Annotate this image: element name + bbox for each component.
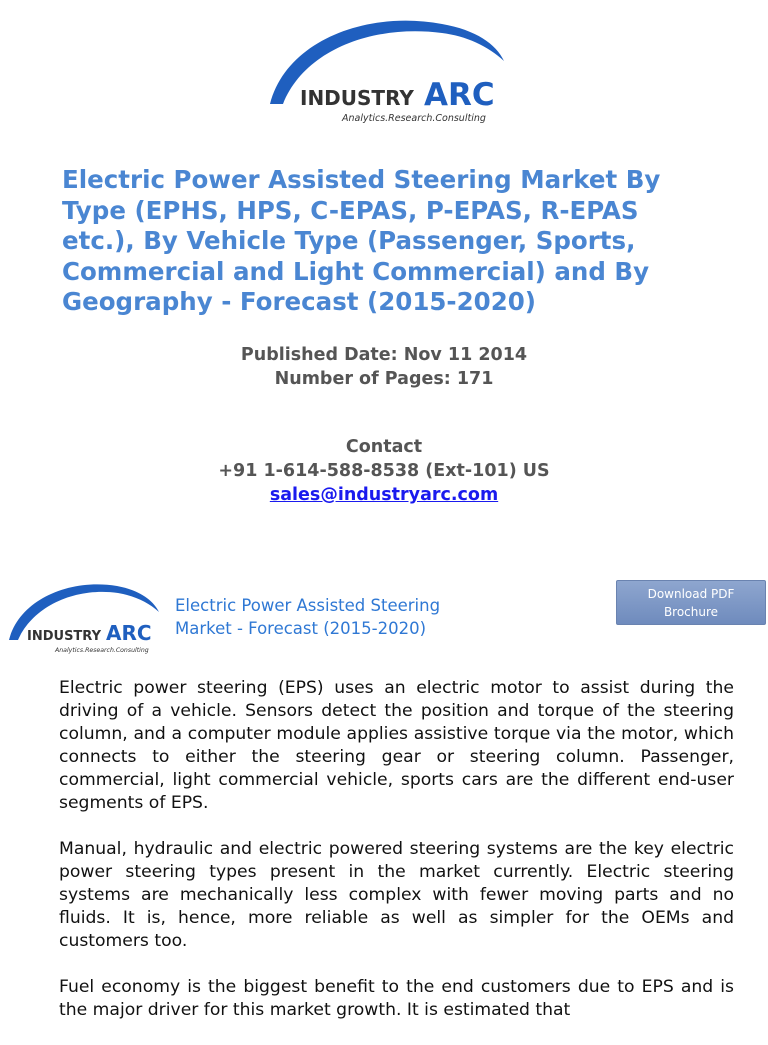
published-date: Published Date: Nov 11 2014	[240, 345, 528, 365]
paragraph: Manual, hydraulic and electric powered steering systems are the key electric power steering types present in the market currently. Electric steering systems are mechanically less complex with fewer moving parts and no fluids. It is, hence, more reliable as well as simpler for the OEMs and customers too.	[59, 839, 734, 951]
title-line: Commercial and Light Commercial) and By	[62, 256, 650, 286]
banner-title[interactable]	[175, 594, 505, 640]
logo-tagline: Analytics.Research.Consulting	[342, 113, 486, 124]
banner-industryarc-logo	[3, 576, 171, 660]
download-pdf-brochure-button[interactable]	[616, 580, 766, 625]
contact-email-row	[0, 483, 768, 507]
download-button-label: Brochure	[663, 604, 719, 619]
contact-label: Contact	[345, 437, 423, 457]
banner-title-line: Market - Forecast (2015-2020)	[175, 619, 427, 638]
banner-logo-tagline: Analytics.Research.Consulting	[55, 647, 149, 654]
number-of-pages: Number of Pages: 171	[274, 369, 494, 389]
banner-logo-brand-left: INDUSTRY	[27, 629, 102, 644]
paragraph: Electric power steering (EPS) uses an electric motor to assist during the driving of a vehicle. Sensors detect the position and torque of the steering column, and a computer module applies assistive torque via the motor, which connects to either the steering gear or steering column. Passenger, commercial, light commercial vehicle, sports cars are the different end-user segments of EPS.	[59, 678, 734, 813]
paragraph: Fuel economy is the biggest benefit to the end customers due to EPS and is the major driver for this market growth. It is estimated that	[59, 977, 734, 1020]
title-line: Electric Power Assisted Steering Market By	[62, 165, 661, 194]
title-line: etc.), By Vehicle Type (Passenger, Sports,	[62, 226, 636, 255]
download-button-label: Download PDF	[647, 586, 735, 601]
contact-phone: +91 1-614-588-8538 (Ext-101) US	[218, 461, 550, 481]
contact-email-link[interactable]: sales@industryarc.com	[269, 485, 499, 505]
title-line: Type (EPHS, HPS, C-EPAS, P-EPAS, R-EPAS	[62, 195, 639, 225]
logo-brand-right: ARC	[424, 77, 495, 113]
industryarc-logo	[256, 6, 518, 134]
title-line: Geography - Forecast (2015-2020)	[62, 287, 536, 316]
banner-logo-brand-right: ARC	[106, 621, 152, 645]
report-title	[62, 165, 712, 318]
logo-brand-left: INDUSTRY	[300, 86, 414, 110]
banner-title-line: Electric Power Assisted Steering	[175, 596, 441, 615]
report-description	[59, 677, 734, 1045]
